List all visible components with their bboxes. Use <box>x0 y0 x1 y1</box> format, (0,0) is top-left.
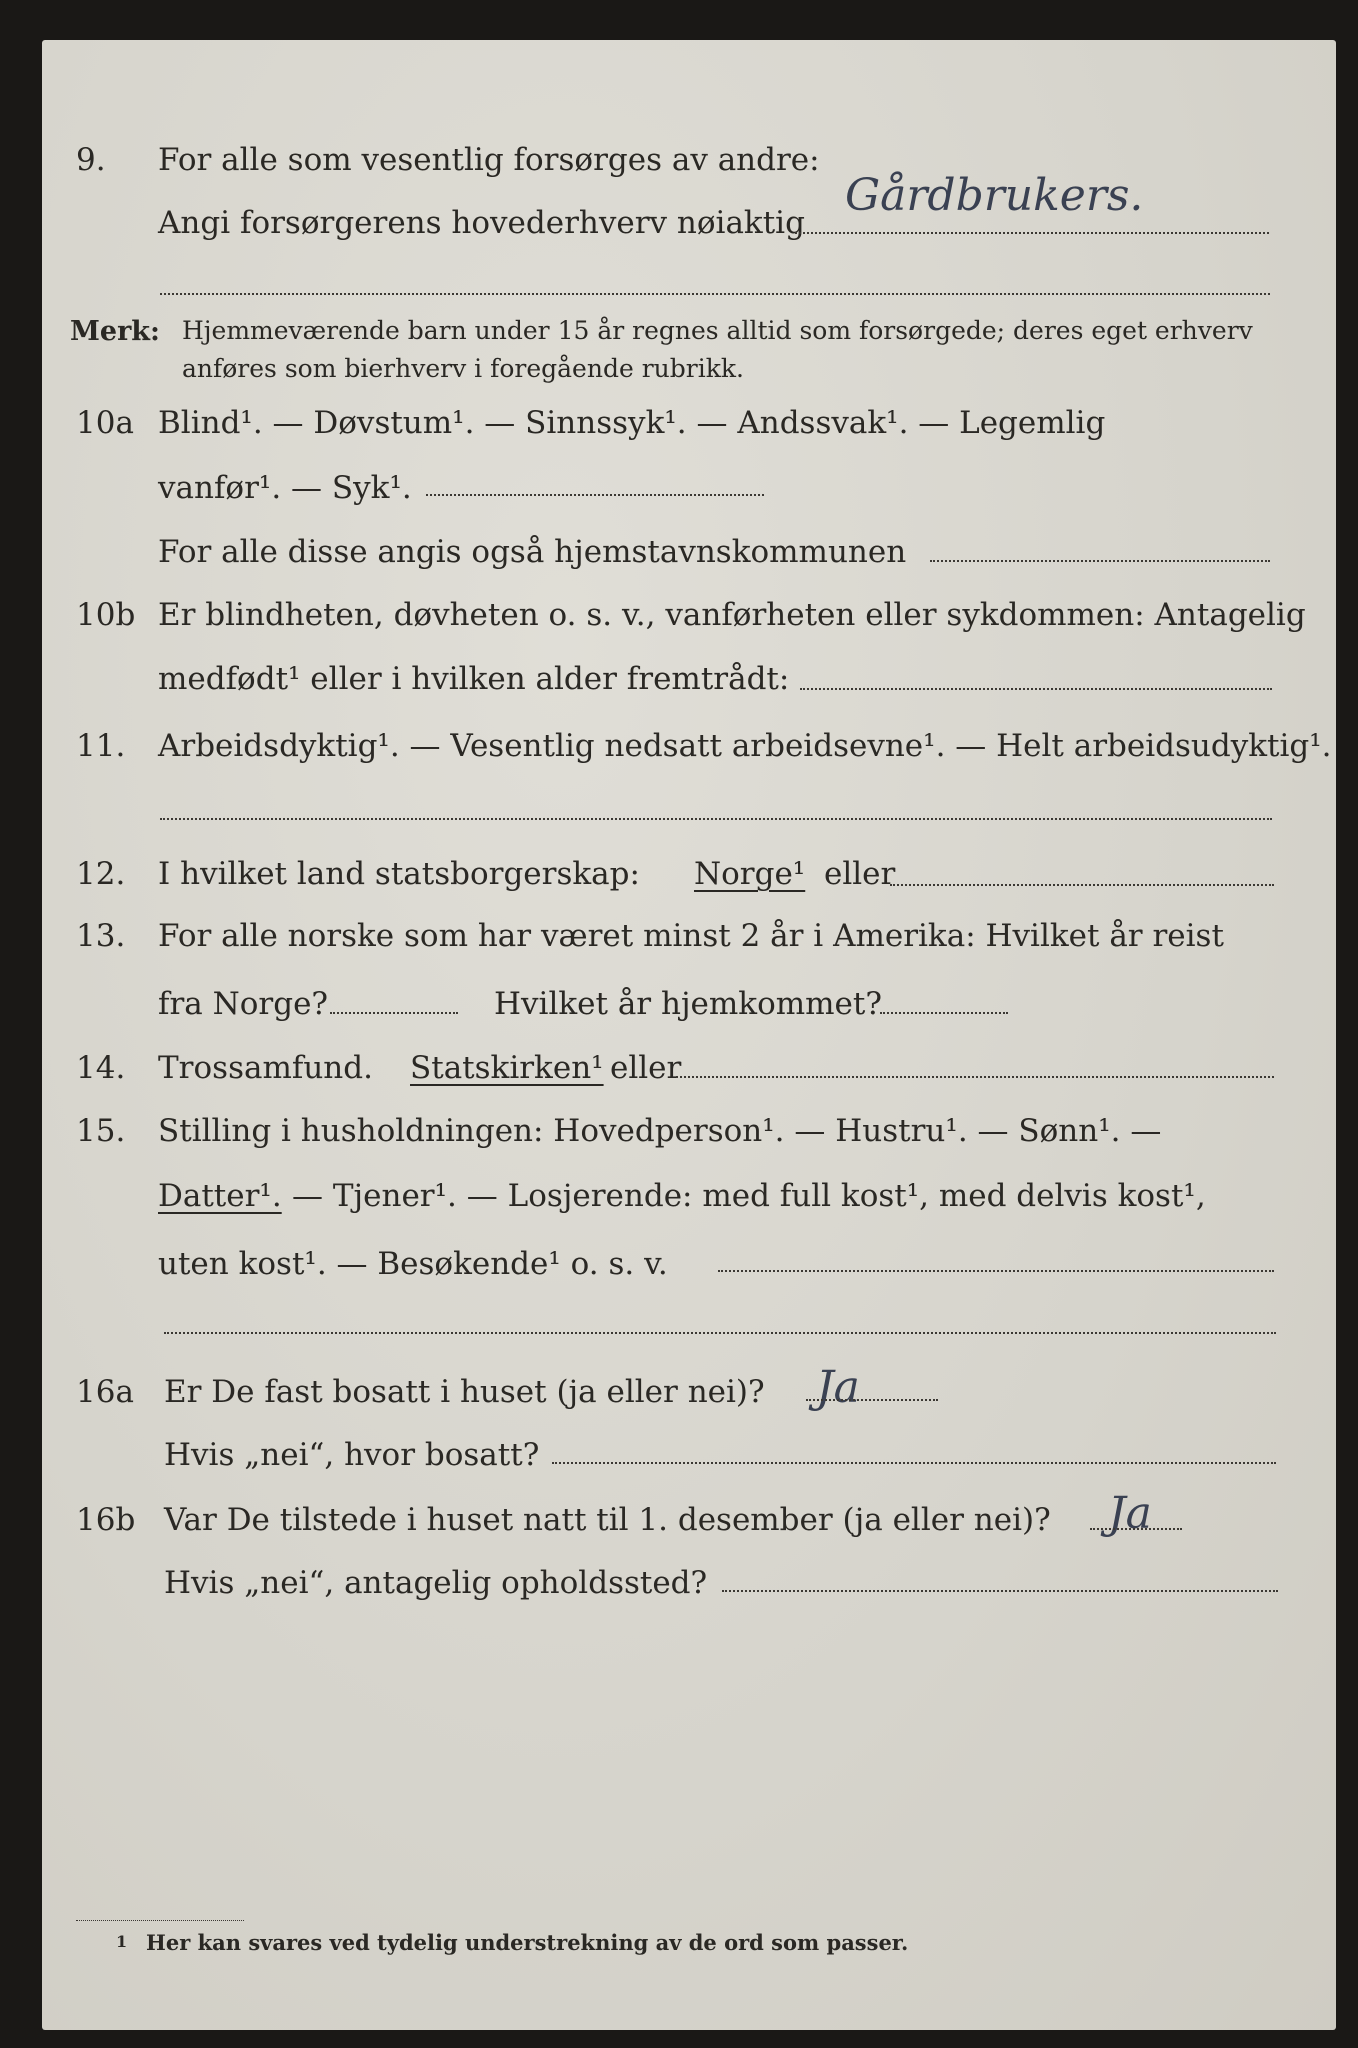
answer-line <box>552 1462 1276 1464</box>
answer-line <box>676 1076 1274 1078</box>
question-text: Hvis „nei“, hvor bosatt? <box>164 1437 540 1473</box>
underlined-choice-datter: Datter¹. <box>158 1178 282 1214</box>
answer-line <box>880 1012 1008 1014</box>
question-text: — Tjener¹. — Losjerende: med full kost¹, med delvis kost¹, <box>292 1178 1206 1214</box>
answer-line <box>890 884 1274 886</box>
question-text: eller <box>824 856 896 892</box>
answer-line <box>800 688 1272 690</box>
answer-line <box>160 293 1270 295</box>
question-text: eller <box>610 1050 682 1086</box>
answer-line <box>160 818 1272 820</box>
footnote-rule <box>76 1920 244 1921</box>
question-text: Hvilket år hjemkommet? <box>494 986 882 1022</box>
question-number: 10a <box>76 405 134 441</box>
question-text: vanfør¹. — Syk¹. <box>158 470 412 506</box>
question-number: 14. <box>76 1050 126 1086</box>
handwritten-answer: Ja <box>816 1362 860 1413</box>
question-text: Er blindheten, døvheten o. s. v., vanførheten eller sykdommen: Antagelig <box>158 597 1306 633</box>
question-text: Hvis „nei“, antagelig opholdssted? <box>164 1565 708 1601</box>
question-text: Er De fast bosatt i huset (ja eller nei)? <box>164 1374 765 1410</box>
question-number: 15. <box>76 1113 126 1149</box>
question-text: Angi forsørgerens hovederhverv nøiaktig <box>158 205 805 241</box>
answer-line <box>795 232 1269 234</box>
question-text: For alle norske som har været minst 2 år i Amerika: Hvilket år reist <box>158 918 1224 954</box>
question-number: 11. <box>76 728 126 764</box>
question-number: 16b <box>76 1502 136 1538</box>
answer-line <box>426 494 764 496</box>
question-text: medfødt¹ eller i hvilken alder fremtrådt: <box>158 661 790 697</box>
answer-line <box>1090 1528 1182 1530</box>
answer-line <box>164 1332 1276 1334</box>
answer-line <box>330 1012 458 1014</box>
question-text: Arbeidsdyktig¹. — Vesentlig nedsatt arbeidsevne¹. — Helt arbeidsudyktig¹. <box>158 728 1332 764</box>
question-text: uten kost¹. — Besøkende¹ o. s. v. <box>158 1246 668 1282</box>
question-text: Blind¹. — Døvstum¹. — Sinnssyk¹. — Andssvak¹. — Legemlig <box>158 405 1106 441</box>
answer-line <box>718 1270 1274 1272</box>
question-text: Var De tilstede i huset natt til 1. desember (ja eller nei)? <box>164 1502 1051 1538</box>
handwritten-answer: Ja <box>1108 1488 1152 1539</box>
footnote-text: Her kan svares ved tydelig understrekning av de ord som passer. <box>146 1930 909 1955</box>
question-text: Trossamfund. <box>158 1050 373 1086</box>
question-number: 13. <box>76 918 126 954</box>
question-number: 10b <box>76 597 136 633</box>
note-text: anføres som bierhverv i foregående rubrikk. <box>182 354 744 383</box>
question-text: For alle som vesentlig forsørges av andre: <box>158 142 820 178</box>
question-number: 12. <box>76 856 126 892</box>
answer-line <box>806 1399 938 1401</box>
question-number: 9. <box>76 142 106 178</box>
question-text: For alle disse angis også hjemstavnskommunen <box>158 534 907 570</box>
answer-line <box>722 1590 1278 1592</box>
handwritten-answer: Gårdbrukers. <box>845 170 1144 221</box>
note-text: Hjemmeværende barn under 15 år regnes alltid som forsørgede; deres eget erhverv <box>182 316 1253 345</box>
question-text: Stilling i husholdningen: Hovedperson¹. — Hustru¹. — Sønn¹. — <box>158 1113 1162 1149</box>
underlined-choice-norge: Norge¹ <box>694 856 806 892</box>
underlined-choice-statskirken: Statskirken¹ <box>410 1050 604 1086</box>
question-text: I hvilket land statsborgerskap: <box>158 856 640 892</box>
answer-line <box>930 560 1270 562</box>
footnote-mark: 1 <box>116 1932 128 1951</box>
note-label: Merk: <box>70 316 160 347</box>
question-number: 16a <box>76 1374 134 1410</box>
question-text: fra Norge? <box>158 986 329 1022</box>
